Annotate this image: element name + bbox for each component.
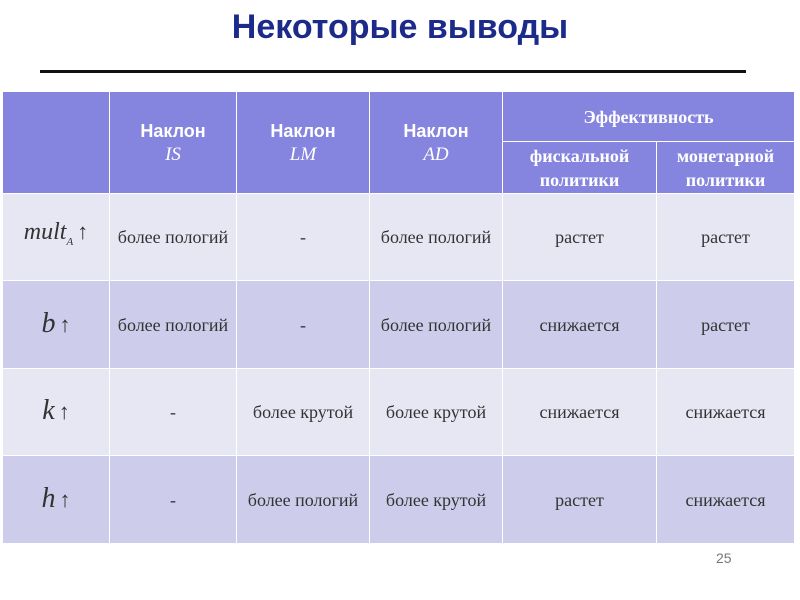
- table-row: [3, 194, 795, 281]
- cell-lm: -: [237, 281, 370, 369]
- up-arrow-icon: ↑: [77, 219, 89, 244]
- header-slope-is-symbol: IS: [165, 143, 181, 165]
- header-slope-lm-label: Наклон: [270, 120, 336, 141]
- conclusions-table: [2, 91, 795, 544]
- cell-monetary: снижается: [657, 369, 795, 456]
- header-slope-is: [110, 92, 237, 194]
- header-slope-ad: [370, 92, 503, 194]
- cell-ad: более крутой: [370, 456, 503, 544]
- page-number: 25: [716, 550, 732, 566]
- variable-symbol: mult: [23, 219, 67, 245]
- cell-ad: более пологий: [370, 194, 503, 281]
- cell-is: более пологий: [110, 194, 237, 281]
- cell-lm: -: [237, 194, 370, 281]
- cell-monetary: растет: [657, 281, 795, 369]
- header-efficiency: Эффективность: [503, 92, 795, 142]
- header-slope-ad-symbol: AD: [423, 143, 449, 165]
- row-variable-cell: [3, 281, 110, 369]
- row-variable-cell: [3, 194, 110, 281]
- header-slope-ad-label: Наклон: [403, 120, 469, 141]
- header-slope-is-label: Наклон: [140, 120, 206, 141]
- cell-fiscal: растет: [503, 456, 657, 544]
- variable-symbol: h: [41, 482, 56, 514]
- up-arrow-icon: ↑: [59, 486, 71, 512]
- cell-is: -: [110, 369, 237, 456]
- row-variable-cell: [3, 369, 110, 456]
- cell-monetary: снижается: [657, 456, 795, 544]
- cell-is: более пологий: [110, 281, 237, 369]
- cell-lm: более пологий: [237, 456, 370, 544]
- header-corner-cell: [3, 92, 110, 194]
- header-slope-lm-symbol: LM: [289, 143, 317, 165]
- slide-title: Некоторые выводы: [231, 8, 569, 46]
- cell-ad: более крутой: [370, 369, 503, 456]
- cell-monetary: растет: [657, 194, 795, 281]
- variable-subscript: A: [66, 236, 74, 248]
- cell-ad: более пологий: [370, 281, 503, 369]
- header-monetary: монетарной политики: [657, 142, 795, 194]
- cell-is: -: [110, 456, 237, 544]
- table-row: [3, 456, 795, 544]
- cell-fiscal: растет: [503, 194, 657, 281]
- up-arrow-icon: ↑: [59, 311, 71, 337]
- up-arrow-icon: ↑: [58, 399, 70, 424]
- cell-lm: более крутой: [237, 369, 370, 456]
- header-fiscal: фискальной политики: [503, 142, 657, 194]
- table-row: [3, 281, 795, 369]
- title-divider: [40, 70, 746, 73]
- cell-fiscal: снижается: [503, 369, 657, 456]
- header-slope-lm: [237, 92, 370, 194]
- table-row: [3, 369, 795, 456]
- variable-symbol: b: [41, 307, 56, 339]
- cell-fiscal: снижается: [503, 281, 657, 369]
- variable-symbol: k: [42, 395, 55, 426]
- row-variable-cell: [3, 456, 110, 544]
